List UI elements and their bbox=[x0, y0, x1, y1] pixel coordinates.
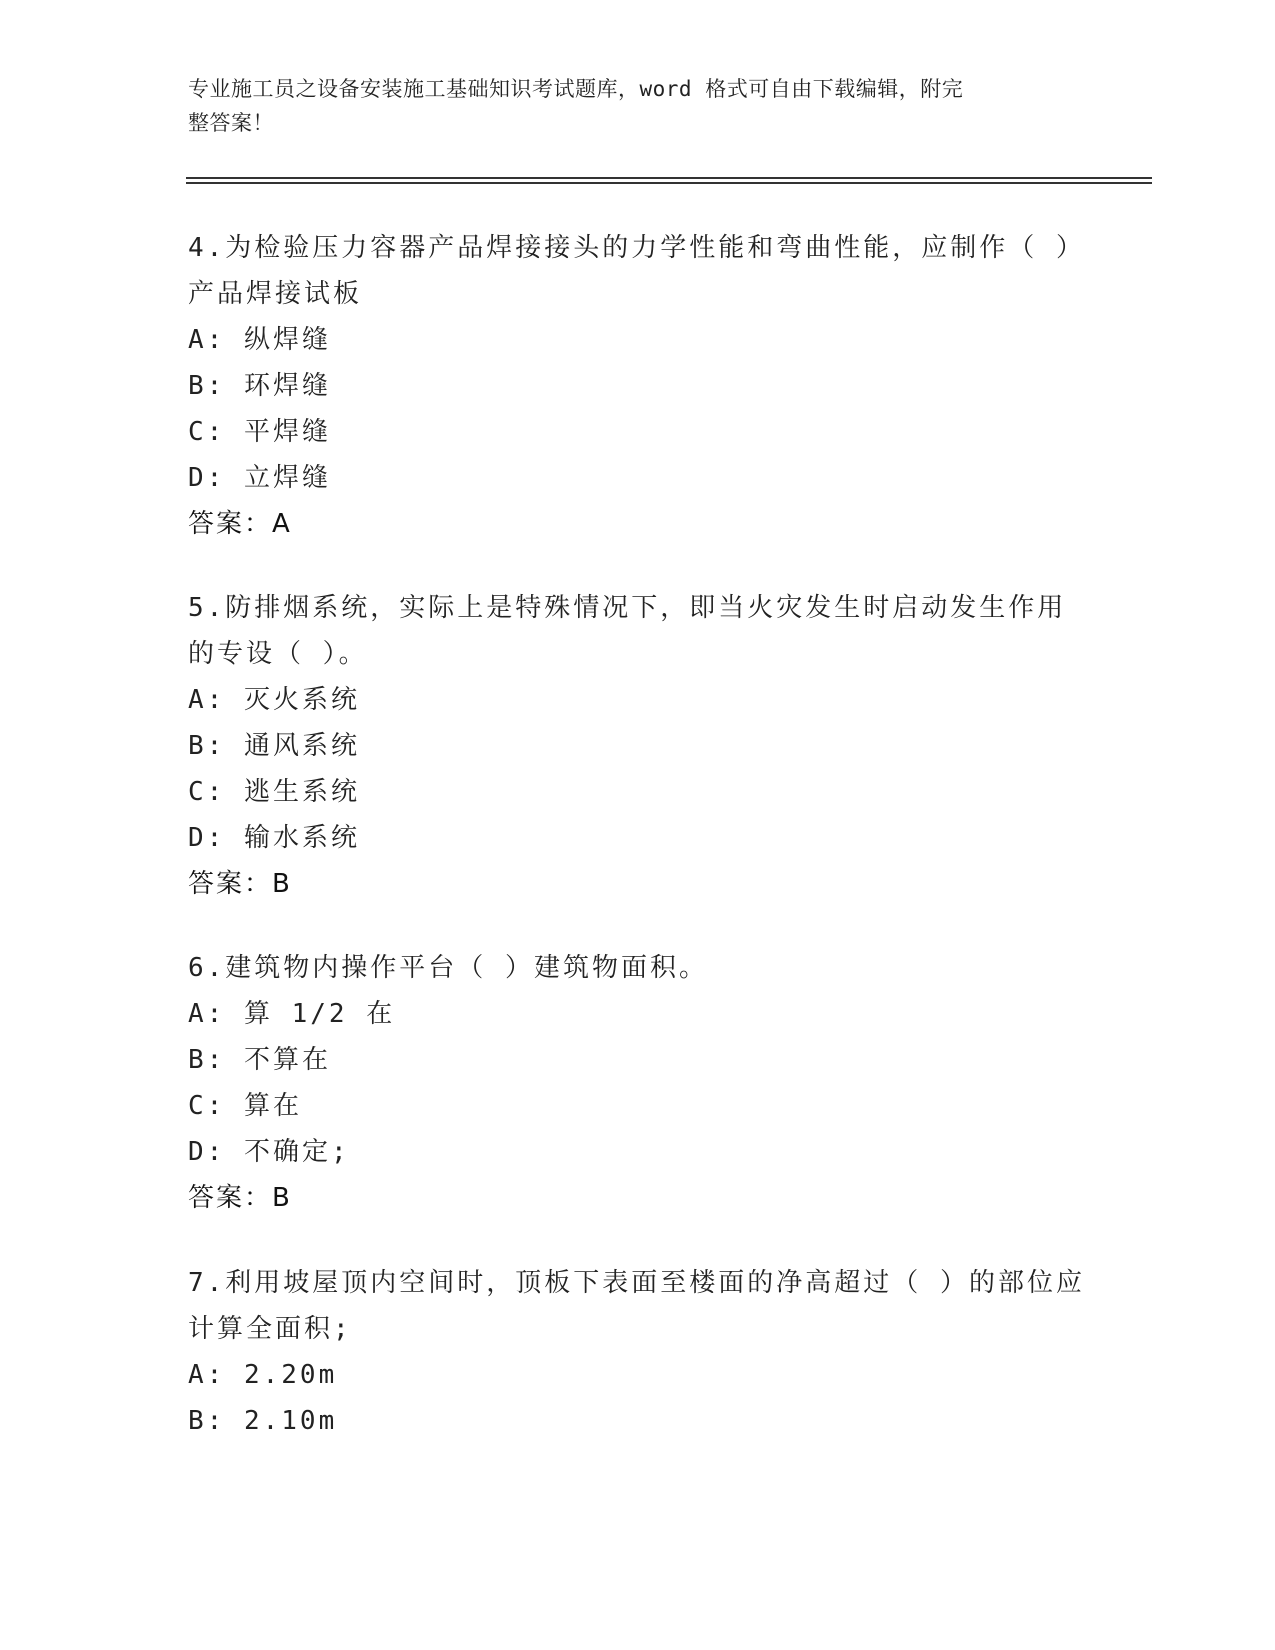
option-a: A: 2.20m bbox=[188, 1360, 338, 1390]
document-intro bbox=[188, 72, 1068, 140]
option-c: C: 算在 bbox=[188, 1091, 302, 1121]
answer: 答案：A bbox=[188, 509, 292, 539]
question-stem-line-2: 产品焊接试板 bbox=[188, 279, 363, 309]
question-stem-line-1: 5.防排烟系统，实际上是特殊情况下，即当火灾发生时启动发生作用 bbox=[188, 593, 1067, 623]
intro-line-2: 整答案！ bbox=[188, 111, 274, 135]
option-d: D: 立焊缝 bbox=[188, 463, 331, 493]
question-stem-line-2: 的专设（ ）。 bbox=[188, 639, 368, 669]
question-6 bbox=[188, 945, 1088, 1221]
option-a: A: 灭火系统 bbox=[188, 685, 360, 715]
option-b: B: 2.10m bbox=[188, 1406, 338, 1436]
option-a: A: 算 1/2 在 bbox=[188, 999, 396, 1029]
header-divider-bottom bbox=[186, 182, 1152, 184]
question-stem-line-2: 计算全面积; bbox=[188, 1314, 352, 1344]
answer: 答案：B bbox=[188, 869, 292, 899]
question-stem-line-1: 6.建筑物内操作平台（ ）建筑物面积。 bbox=[188, 953, 708, 983]
option-a: A: 纵焊缝 bbox=[188, 325, 331, 355]
option-c: C: 逃生系统 bbox=[188, 777, 360, 807]
question-4 bbox=[188, 225, 1088, 547]
question-stem-line-1: 7.利用坡屋顶内空间时，顶板下表面至楼面的净高超过（ ）的部位应 bbox=[188, 1268, 1085, 1298]
answer: 答案：B bbox=[188, 1183, 292, 1213]
option-d: D: 输水系统 bbox=[188, 823, 360, 853]
option-d: D: 不确定; bbox=[188, 1137, 350, 1167]
intro-line-1: 专业施工员之设备安装施工基础知识考试题库，word 格式可自由下载编辑，附完 bbox=[188, 77, 964, 101]
option-b: B: 环焊缝 bbox=[188, 371, 331, 401]
question-5 bbox=[188, 585, 1088, 907]
option-b: B: 通风系统 bbox=[188, 731, 360, 761]
question-stem-line-1: 4.为检验压力容器产品焊接接头的力学性能和弯曲性能，应制作（ ） bbox=[188, 233, 1085, 263]
option-c: C: 平焊缝 bbox=[188, 417, 331, 447]
option-b: B: 不算在 bbox=[188, 1045, 331, 1075]
header-divider-top bbox=[186, 177, 1152, 179]
question-7 bbox=[188, 1260, 1088, 1444]
